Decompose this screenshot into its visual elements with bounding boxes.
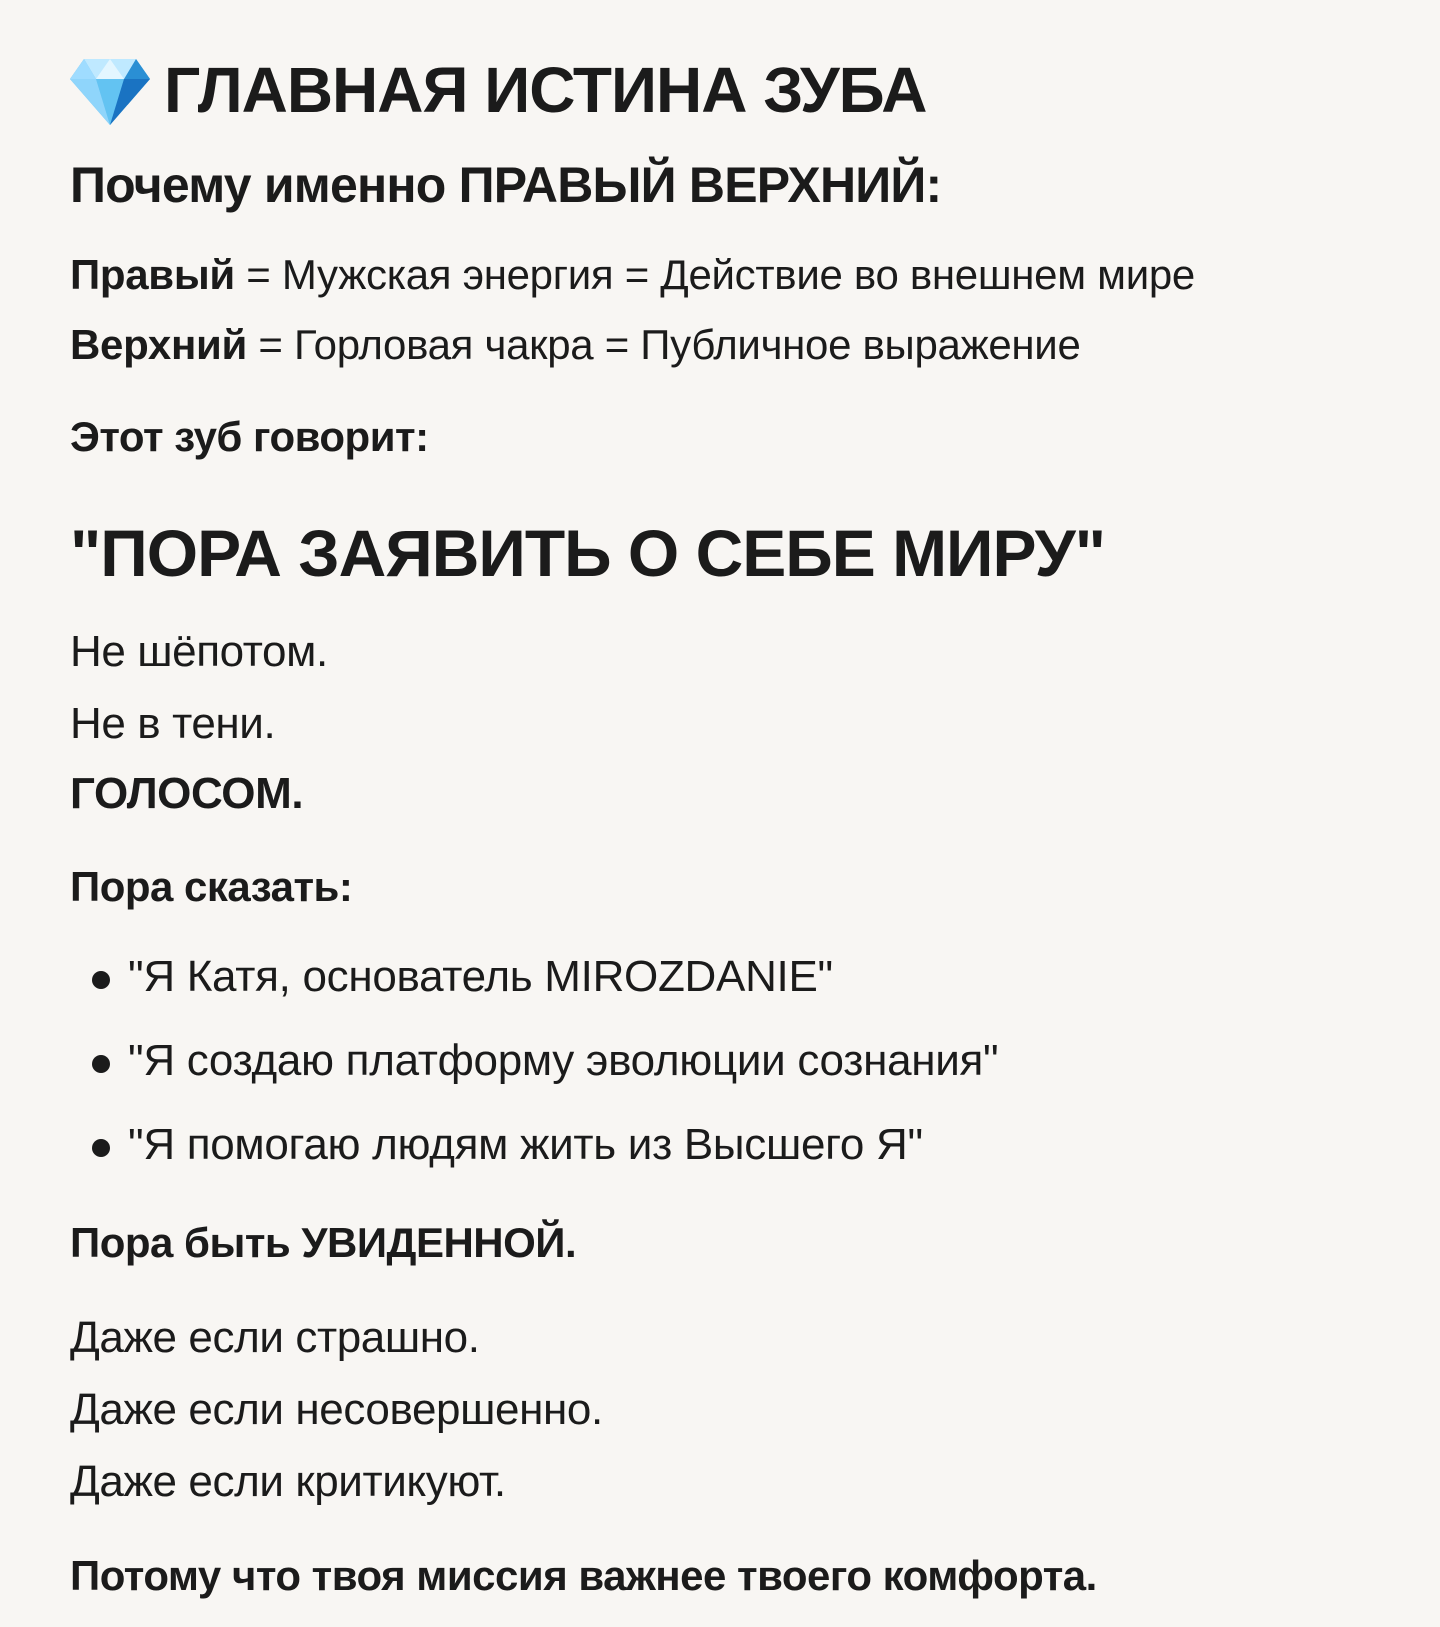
equation-upper	[70, 321, 1081, 368]
list-item-text: "Я Катя, основатель MIROZDANIE"	[128, 952, 833, 1001]
bullet-dot	[92, 971, 110, 989]
subtitle: Почему именно ПРАВЫЙ ВЕРХНИЙ:	[70, 157, 942, 213]
gem-icon	[70, 53, 150, 127]
list-item-text: "Я помогаю людям жить из Высшего Я"	[128, 1120, 923, 1169]
equation-text: = Мужская энергия = Действие во внешнем мире	[234, 251, 1195, 298]
equation-term: Верхний	[70, 321, 248, 368]
statements-list	[92, 952, 999, 1207]
list-item	[92, 1036, 999, 1123]
list-item-text: "Я создаю платформу эволюции сознания"	[128, 1036, 999, 1085]
main-title: ГЛАВНАЯ ИСТИНА ЗУБА	[164, 54, 927, 126]
bullet-dot	[92, 1055, 110, 1073]
list-item	[92, 952, 998, 1039]
even-if-imperfect: Даже если несовершенно.	[70, 1385, 603, 1434]
tooth-says-heading: Этот зуб говорит:	[70, 413, 429, 460]
not-whisper-line: Не шёпотом.	[70, 627, 328, 676]
even-if-criticized: Даже если критикуют.	[70, 1457, 506, 1506]
time-to-say-heading: Пора сказать:	[70, 863, 353, 910]
bullet-dot	[92, 1139, 110, 1157]
not-shadow-line: Не в тени.	[70, 699, 276, 748]
equation-term: Правый	[70, 251, 235, 298]
equation-text: = Горловая чакра = Публичное выражение	[247, 321, 1081, 368]
title-row	[70, 50, 926, 130]
voice-line: ГОЛОСОМ.	[70, 769, 304, 818]
main-quote: "ПОРА ЗАЯВИТЬ О СЕБЕ МИРУ"	[70, 516, 1105, 590]
list-item	[92, 1120, 998, 1207]
conclusion: Потому что твоя миссия важнее твоего комфорта.	[70, 1552, 1097, 1599]
even-if-scary: Даже если страшно.	[70, 1313, 480, 1362]
be-seen-heading: Пора быть УВИДЕННОЙ.	[70, 1219, 577, 1266]
equation-right	[70, 251, 1195, 298]
